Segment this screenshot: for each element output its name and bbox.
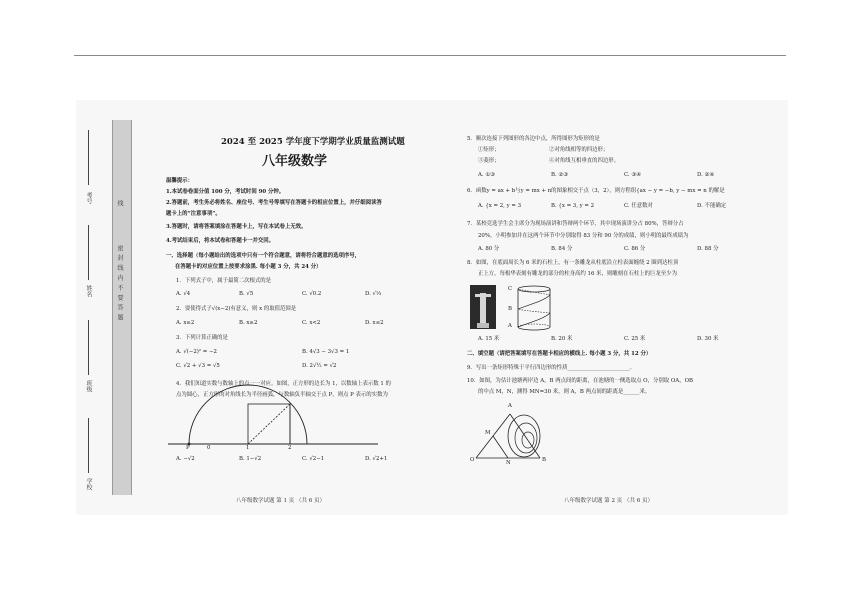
q7-stem-2: 20%。小明参加并在这两个环节中分别取得 83 分和 90 分的成绩，则小明的最终成绩为 [478,233,689,239]
q4-stem-2: 点为圆心，正方形的对角线长为半径画弧，与数轴负半轴交于点 P，则点 P 表示的实数为 [176,392,388,398]
q7-option-a: A. 80 分 [478,246,500,252]
exam-subject: 八年级数学 [262,154,328,169]
q5-item: ②对角线相等的四边形； [549,147,609,153]
q8-option-d: D. 30 米 [697,336,719,342]
q7-option-d: D. 88 分 [697,246,719,252]
q3-option-a: A. √(−2)² = −2 [176,349,217,355]
q4-stem-1: 4．我们知道实数与数轴上的点一一对应。如图，正方形的边长为 1，以数轴上表示数 1 的 [176,381,391,387]
q6-stem: 6．函数y = ax + b与y = mx + n的图象相交于点（3，2），则方程组{ax − y = −b, y − mx = n 的解是 [467,188,725,194]
q6-option-b: B. {x = 3, y = 2 [551,203,595,209]
q2-stem: 2．要使得式子√(x−2)有意义，则 x 的取值范围是 [176,306,297,312]
q4-option-c: C. √2−1 [302,456,325,462]
section2-heading: 二、填空题（请把答案填写在答题卡相应的横线上. 每小题 3 分，共 12 分） [467,351,652,357]
page-2-footer: 八年级数学试题 第 2 页 （共 6 页） [564,498,653,504]
q4-label-p: P [186,445,190,451]
exam-no-line [88,130,89,185]
exam-sheet [76,100,788,515]
q2-option-c: C. x<2 [302,320,321,326]
q5-option-c: C. ③④ [624,172,642,178]
q3-stem: 3．下列计算正确的是 [176,335,228,341]
page-1 [76,100,456,515]
page-1-footer: 八年级数学试题 第 1 页 （共 6 页） [236,498,325,504]
page-2 [456,100,788,515]
q1-option-c: C. √0.2 [302,291,322,297]
exam-title: 2024 至 2025 学年度下学期学业质量监测试题 [221,137,405,147]
section1-heading: 一、选择题（每小题给出的选项中只有一个符合题意，请将符合题意的选项序号， [166,253,361,259]
q2-option-a: A. x≥2 [176,320,195,326]
q10-label-b: B [542,457,546,463]
q4-label-0: 0 [207,445,211,451]
q5-item: ④对角线互相垂直的四边形。 [549,158,620,164]
q7-option-c: C. 86 分 [624,246,646,252]
school-label: 学校 [85,478,92,490]
exam-no-label: 考号 [85,192,92,204]
q1-option-b: B. √5 [239,291,254,297]
q3-option-c: C. √2 + √3 = √5 [176,363,220,369]
q2-option-d: D. x≤2 [365,320,384,326]
q3-option-b: B. 4√3 − 3√3 = 1 [302,349,350,355]
class-label: 班级 [85,380,92,392]
q4-option-d: D. √2+1 [365,456,388,462]
notice-heading: 温馨提示： [166,178,193,184]
q1-option-a: A. √4 [176,291,191,297]
q8-label-b: B [508,306,512,312]
q10-label-a: A [508,403,512,409]
q1-option-d: D. √⅓ [365,291,382,297]
q5-item: ③菱形； [478,158,500,164]
q2-option-b: B. x≥2 [239,320,258,326]
class-line [88,320,89,375]
name-line [88,225,89,280]
notice-item: 2.答题前，考生务必将姓名、座位号、考生号等填写在答题卡的相应位置上，并仔细阅读答 [166,200,382,206]
q7-stem-1: 7．某校竞选学生会主席分为现场演讲和答辩两个环节，其中现场演讲分占 80%，答辩分占 [467,221,684,227]
q4-option-b: B. 1−√2 [239,456,262,462]
pillar-photo [470,285,496,329]
q8-option-a: A. 15 米 [478,336,500,342]
q10-stem-2: 的中点 M，N，测得 MN=30 米，则 A，B 两点间的距离是______米。 [478,389,651,395]
q5-option-a: A. ①③ [478,172,495,178]
name-label: 姓名 [85,285,92,297]
q8-option-c: C. 25 米 [624,336,646,342]
q10-label-o: O [470,457,475,463]
q4-label-2: 2 [288,445,292,451]
q10-label-m: M [485,430,491,436]
q6-option-d: D. 不能确定 [697,203,727,209]
q8-stem-2: 正上方，每根华表刻有雕龙的部分的柱身高约 16 米，则雕刻在石柱上的巨龙至少为 [478,271,677,277]
notice-item: 4.考试结束后，将本试卷和答题卡一并交回。 [166,238,275,244]
q8-label-c: C [508,286,513,292]
cylinder-figure [514,285,554,331]
q6-option-a: A. {x = 2, y = 3 [478,203,522,209]
section1-heading-2: 在答题卡的对应位置上按要求涂黑. 每小题 3 分，共 24 分） [175,264,322,270]
q10-stem-1: 10．如图，为估计池塘两岸边 A，B 两点间的距离，在池塘的一侧选取点 O，分别取 OA，OB [467,378,693,384]
q4-label-1: 1 [246,445,250,451]
notice-item: 3.答题时，请将答案填涂在答题卡上，写在本试卷上无效。 [166,224,307,230]
seal-line-text: 密 封 线 内 不 要 答 题 [116,245,123,322]
q6-option-c: C. 任意数对 [624,203,653,209]
q3-option-d: D. 2√½ = √2 [302,363,337,369]
q8-option-b: B. 20 米 [551,336,573,342]
q1-stem: 1．下列式子中，属于最简二次根式的是 [176,278,272,284]
q5-stem: 5．顺次连接下列图形的各边中点，所得图形为矩形的是 [467,136,600,142]
q5-option-d: D. ②④ [697,172,715,178]
pillar-silhouette [470,285,496,329]
q5-option-b: B. ②③ [551,172,569,178]
q7-option-b: B. 84 分 [551,246,573,252]
q9-stem: 9．写出一条矩形特殊于平行四边形的性质_______________________。 [467,365,635,371]
q8-label-a: A [508,323,512,329]
notice-item: 1.本试卷卷面分值 100 分，考试时间 90 分钟。 [166,189,285,195]
school-line [88,418,89,473]
notice-item: 题卡上的“注意事项”。 [166,211,221,217]
q4-option-a: A. −√2 [176,456,195,462]
seal-line-char: 线 [116,200,123,207]
q5-item: ①矩形； [478,147,500,153]
top-divider [74,55,786,56]
square-diagonal [248,404,290,444]
q8-stem-1: 8．如图，在底面周长为 6 米的石柱上，有一条雕龙从柱底沿立柱表面缠绕 2 圈到达柱顶 [467,260,679,266]
q10-label-n: N [506,460,511,466]
number-line-figure [168,400,378,452]
